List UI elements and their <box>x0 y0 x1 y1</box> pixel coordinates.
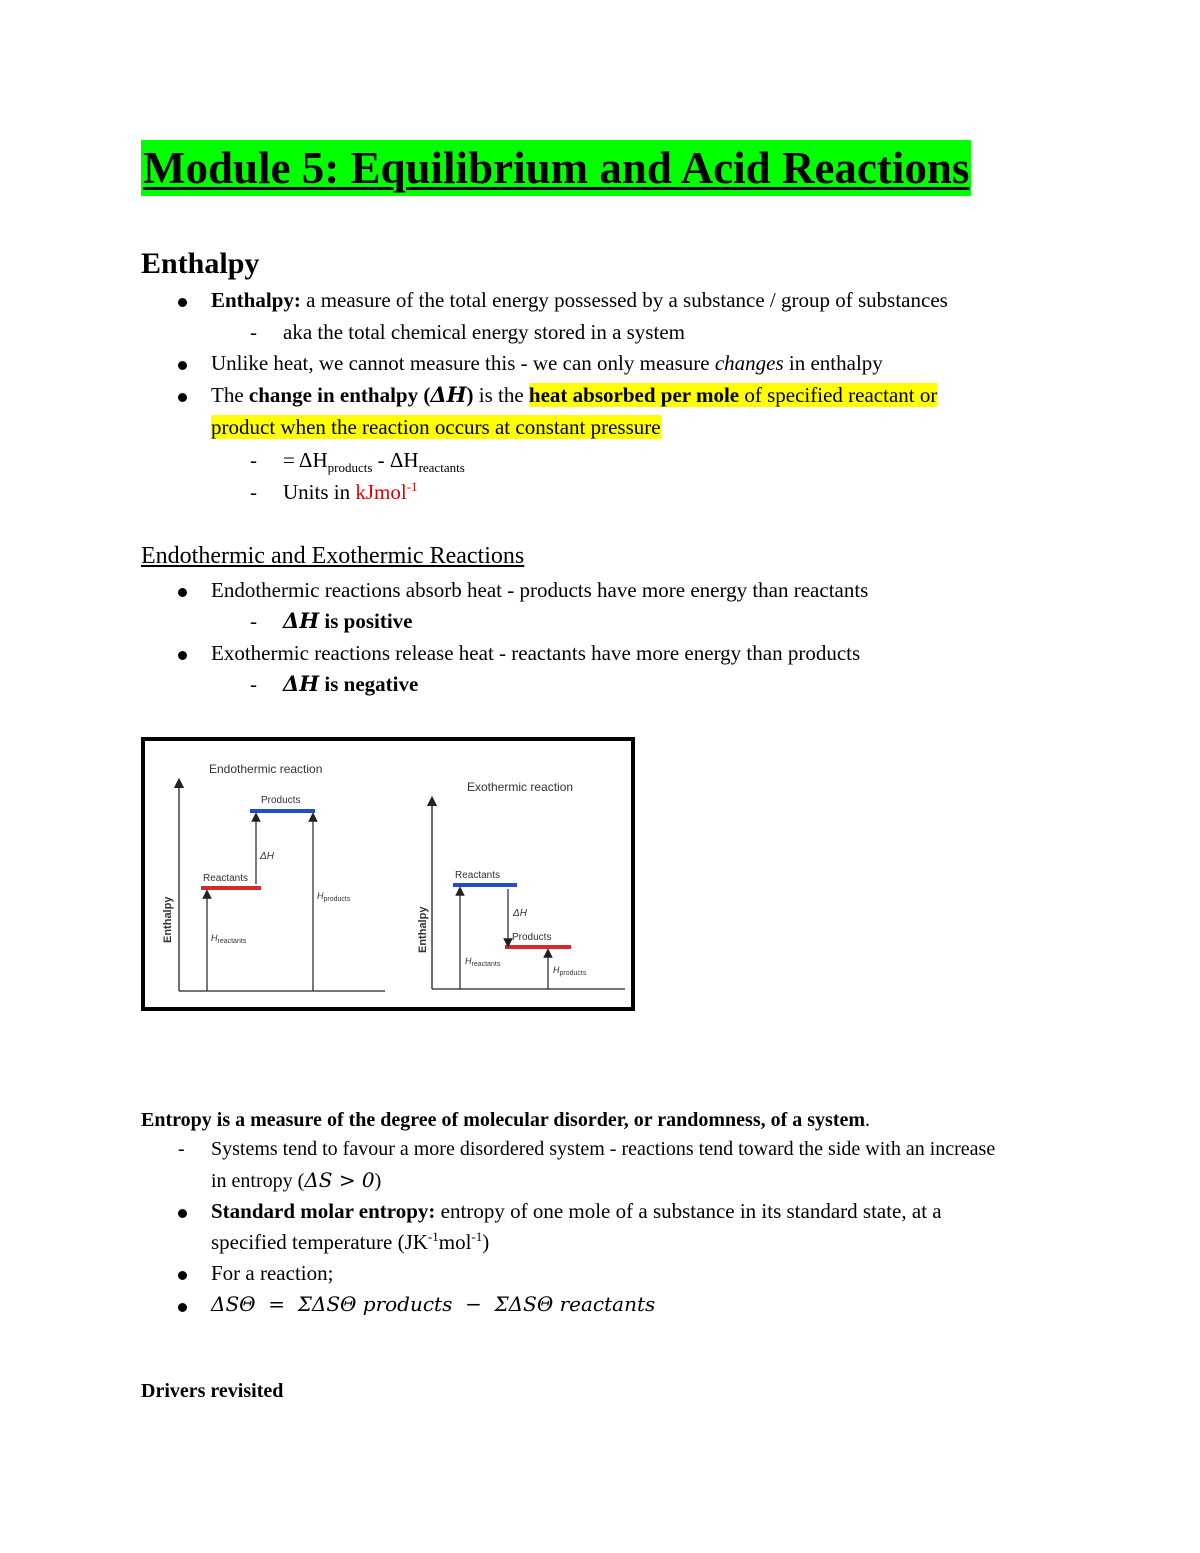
bullet-icon <box>178 1271 187 1280</box>
exothermic-sub <box>283 668 418 700</box>
bullet-icon <box>178 1303 187 1312</box>
emphasis: changes <box>714 351 784 375</box>
enthalpy-units <box>283 476 418 508</box>
dash-icon: - <box>250 480 257 504</box>
endo-dh-label: ΔH <box>260 851 274 862</box>
text: ) <box>466 383 474 407</box>
enthalpy-definition-sub: aka the total chemical energy stored in a system <box>283 320 685 344</box>
superscript: -1 <box>471 1229 483 1244</box>
superscript: -1 <box>427 1229 439 1244</box>
dash-icon: - <box>250 672 257 696</box>
exo-products-level <box>505 945 571 949</box>
enthalpy-definition <box>211 284 948 316</box>
dash-icon: - <box>250 609 257 633</box>
term: Enthalpy: <box>211 288 301 312</box>
dash-icon: - <box>250 320 257 344</box>
endo-products-label: Products <box>261 795 301 806</box>
math-expression: ΔS > 0 <box>304 1168 375 1192</box>
bullet-icon <box>178 361 187 370</box>
bullet-icon <box>178 298 187 307</box>
endo-products-level <box>250 809 315 813</box>
endo-exo-heading: Endothermic and Exothermic Reactions <box>141 543 525 569</box>
text: ) <box>374 1170 382 1192</box>
exo-h-reactants-label: $H_{reactants}$ <box>465 956 501 968</box>
term: Standard molar entropy: <box>211 1199 436 1223</box>
endo-title: Endothermic reaction <box>209 762 323 776</box>
text: Units in <box>283 480 356 504</box>
standard-molar-entropy-line-2 <box>211 1226 489 1258</box>
text: in entropy ( <box>211 1170 305 1192</box>
bullet-icon <box>178 651 187 660</box>
standard-molar-entropy-line <box>211 1195 942 1227</box>
text: - ΔH <box>372 448 419 472</box>
enthalpy-diagrams-svg <box>145 741 631 1007</box>
text: is positive <box>319 609 413 633</box>
text: entropy of one mole of a substance in its standard state, at a <box>435 1199 942 1223</box>
term: change in enthalpy ( <box>248 383 431 407</box>
page-title: Module 5: Equilibrium and Acid Reactions <box>141 140 971 196</box>
dash-icon: - <box>178 1138 185 1160</box>
text: ) <box>482 1230 490 1254</box>
exo-axis-label: Enthalpy <box>417 906 429 953</box>
exo-reactants-label: Reactants <box>455 870 501 881</box>
definition-text: a measure of the total energy possessed by a substance / group of substances <box>300 288 948 312</box>
change-in-enthalpy-line-2 <box>211 411 661 443</box>
exo-dh-label: ΔH <box>513 908 527 919</box>
exothermic-line: Exothermic reactions release heat - reactants have more energy than products <box>211 641 861 665</box>
highlight-term: heat absorbed per mole <box>528 383 740 407</box>
units-value: kJmol <box>355 480 407 504</box>
text: . <box>865 1109 871 1131</box>
delta-h-symbol: ΔH <box>430 382 467 407</box>
dash-icon: - <box>250 448 257 472</box>
enthalpy-formula <box>283 444 465 476</box>
endo-h-products-label: $H_{products}$ <box>317 891 351 903</box>
endothermic-sub <box>283 605 412 637</box>
exo-products-label: Products <box>512 932 552 943</box>
text: = ΔH <box>283 448 328 472</box>
subscript: products <box>327 460 373 476</box>
entropy-favour-line: Systems tend to favour a more disordered system - reactions tend toward the side with an increase <box>211 1138 996 1160</box>
bullet-icon <box>178 588 187 597</box>
exo-title: Exothermic reaction <box>467 780 574 794</box>
endo-axis-label: Enthalpy <box>162 896 174 943</box>
bullet-icon <box>178 393 187 402</box>
change-in-enthalpy-line <box>211 379 937 411</box>
text: is the <box>473 383 529 407</box>
entropy-intro <box>141 1104 870 1136</box>
text: mol <box>438 1230 472 1254</box>
exo-reactants-level <box>453 883 517 887</box>
exo-h-products-label: $H_{products}$ <box>553 965 587 977</box>
delta-h-symbol: ΔH <box>283 671 320 696</box>
superscript: -1 <box>406 479 418 494</box>
for-reaction-line: For a reaction; <box>211 1261 334 1285</box>
text: The <box>211 383 249 407</box>
unlike-heat-line <box>211 347 883 379</box>
highlight-text: of specified reactant or <box>739 383 938 407</box>
text: is negative <box>319 672 419 696</box>
text: in enthalpy <box>783 351 883 375</box>
endo-h-reactants-label: $H_{reactants}$ <box>211 933 247 945</box>
delta-h-symbol: ΔH <box>283 608 320 633</box>
subscript: reactants <box>418 460 465 476</box>
text: specified temperature (JK <box>211 1230 428 1254</box>
enthalpy-heading: Enthalpy <box>141 247 260 280</box>
entropy-definition: Entropy is a measure of the degree of molecular disorder, or randomness, of a system <box>141 1109 866 1131</box>
entropy-equation: ΔSΘ = ΣΔSΘ products − ΣΔSΘ reactants <box>211 1292 656 1316</box>
text: Unlike heat, we cannot measure this - we can only measure <box>211 351 715 375</box>
drivers-revisited-heading: Drivers revisited <box>141 1380 284 1402</box>
entropy-favour-line-2 <box>211 1164 381 1197</box>
endothermic-line: Endothermic reactions absorb heat - products have more energy than reactants <box>211 578 869 602</box>
bullet-icon <box>178 1209 187 1218</box>
endo-reactants-level <box>201 886 261 890</box>
enthalpy-diagram-figure <box>141 737 635 1011</box>
highlight-text: product when the reaction occurs at constant pressure <box>211 415 661 439</box>
endo-reactants-label: Reactants <box>203 873 249 884</box>
